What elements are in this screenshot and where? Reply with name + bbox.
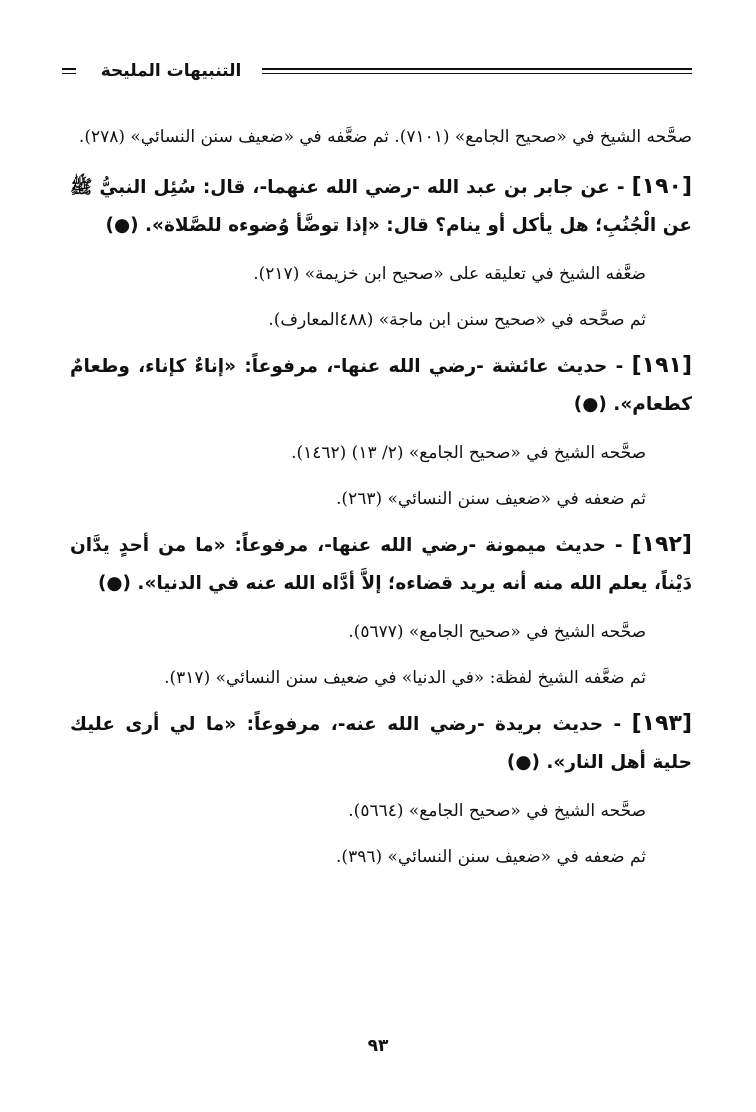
running-header bbox=[62, 56, 692, 92]
page-number: ٩٣ bbox=[367, 1036, 389, 1056]
hadith-190 bbox=[70, 168, 692, 245]
header-rule-thin bbox=[262, 73, 692, 74]
header-rule-left-thin bbox=[62, 73, 76, 74]
hadith-193-comment-1: صحَّحه الشيخ في «صحيح الجامع» (٥٦٦٤). bbox=[348, 801, 646, 821]
hadith-text: - حديث ميمونة -رضي الله عنها-، مرفوعاً: «ما من أحدٍ يدَّان دَيْناً، يعلم الله منه أنه يريد قضاءه؛ إلاَّ أدَّاه الله عنه في الدنيا». (●) bbox=[70, 535, 692, 594]
hadith-192 bbox=[70, 526, 692, 603]
hadith-text: - حديث عائشة -رضي الله عنها-، مرفوعاً: «إناءٌ كإناء، وطعامٌ كطعام». (●) bbox=[70, 356, 692, 415]
hadith-number: [١٩٠] bbox=[631, 174, 692, 199]
hadith-193 bbox=[70, 705, 692, 782]
hadith-191-comment-1: صحَّحه الشيخ في «صحيح الجامع» (٢/ ١٣) (١٤٦٢). bbox=[291, 443, 646, 463]
header-title: التنبيهات المليحة bbox=[100, 61, 242, 81]
hadith-text: - عن جابر بن عبد الله -رضي الله عنهما-، قال: سُئِل النبيُّ ﷺ عن الْجُنُبِ؛ هل يأكل أو ينام؟ قال: «إذا توضَّأ وُضوءه للصَّلاة». (●) bbox=[70, 177, 692, 236]
hadith-number: [١٩١] bbox=[631, 353, 692, 378]
header-rule-left bbox=[62, 68, 76, 70]
hadith-number: [١٩٣] bbox=[631, 711, 692, 736]
hadith-191 bbox=[70, 347, 692, 424]
hadith-190-comment-2: ثم صحَّحه في «صحيح سنن ابن ماجة» (٤٨٨المعارف). bbox=[268, 310, 646, 330]
hadith-193-comment-2: ثم ضعفه في «ضعيف سنن النسائي» (٣٩٦). bbox=[336, 847, 646, 867]
hadith-number: [١٩٢] bbox=[631, 532, 692, 557]
continuation-comment: صحَّحه الشيخ في «صحيح الجامع» (٧١٠١). ثم ضعَّفه في «ضعيف سنن النسائي» (٢٧٨). bbox=[78, 127, 692, 147]
hadith-192-comment-1: صحَّحه الشيخ في «صحيح الجامع» (٥٦٧٧). bbox=[348, 622, 646, 642]
hadith-192-comment-2: ثم ضعَّفه الشيخ لفظة: «في الدنيا» في ضعيف سنن النسائي» (٣١٧). bbox=[164, 668, 646, 688]
hadith-191-comment-2: ثم ضعفه في «ضعيف سنن النسائي» (٢٦٣). bbox=[336, 489, 646, 509]
hadith-text: - حديث بريدة -رضي الله عنه-، مرفوعاً: «ما لي أرى عليك حلية أهل النار». (●) bbox=[70, 714, 692, 773]
hadith-190-comment-1: ضعَّفه الشيخ في تعليقه على «صحيح ابن خزيمة» (٢١٧). bbox=[253, 264, 646, 284]
page-body bbox=[70, 118, 692, 884]
header-rule-thick bbox=[262, 68, 692, 70]
